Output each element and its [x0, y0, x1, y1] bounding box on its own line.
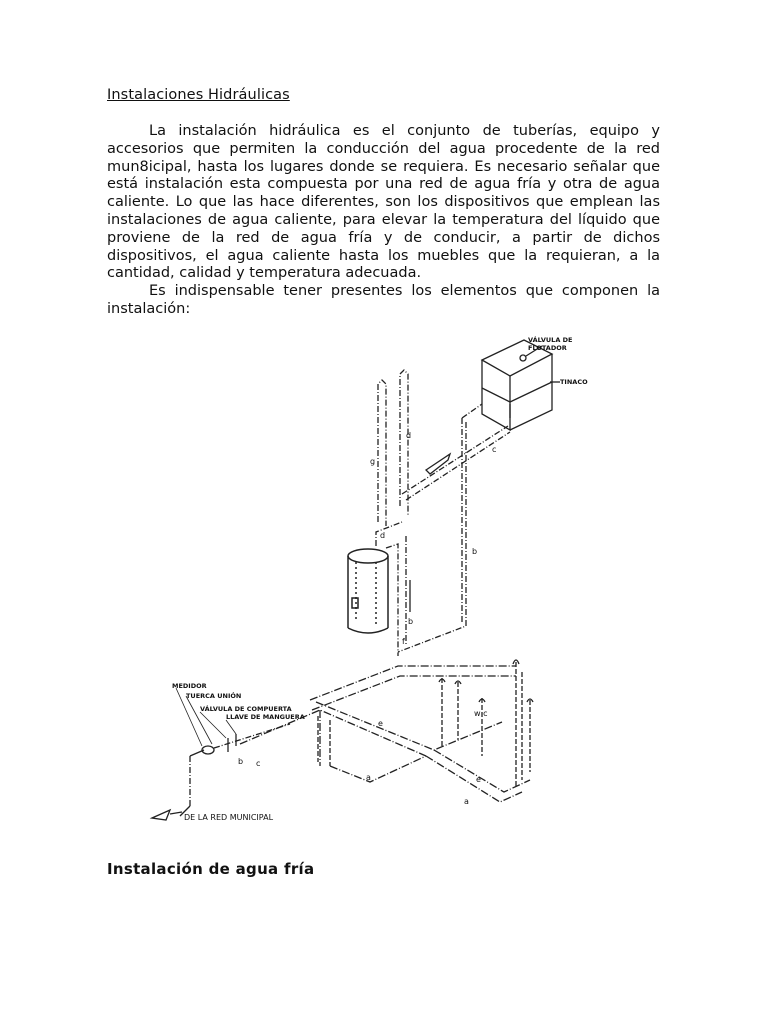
label-pipe-b1: b	[472, 547, 478, 556]
label-pipe-a2: a	[464, 797, 469, 806]
document-title: Instalaciones Hidráulicas	[107, 87, 290, 103]
label-valvula-flotador-2: FLOTADOR	[528, 344, 567, 352]
label-pipe-d2: d	[380, 531, 386, 540]
label-pipe-wc: w c	[474, 709, 488, 718]
label-valvula-compuerta: VÁLVULA DE COMPUERTA	[200, 705, 292, 713]
label-pipe-c1: c	[492, 445, 497, 454]
label-pipe-b3: b	[238, 757, 244, 766]
tinaco-tank	[482, 340, 560, 430]
pipe-b-riser	[398, 404, 482, 652]
section-heading: Instalación de agua fría	[107, 860, 315, 878]
paragraph-elements: Es indispensable tener presentes los elementos que componen la instalación:	[107, 283, 660, 317]
label-pipe-c2: c	[256, 759, 261, 768]
label-pipe-e2: e	[476, 775, 481, 784]
vent-pipes	[378, 370, 408, 526]
label-pipe-f: f	[402, 637, 405, 646]
label-pipe-b2: b	[408, 617, 414, 626]
municipal-inlet	[152, 724, 290, 820]
label-pipe-g: g	[370, 457, 376, 466]
label-pipe-e1: e	[378, 719, 383, 728]
label-tuerca-union: TUERCA UNIÓN	[186, 692, 242, 700]
hydraulic-installation-diagram	[130, 326, 650, 846]
label-red-municipal: DE LA RED MUNICIPAL	[184, 813, 274, 822]
water-heater	[348, 549, 388, 633]
main-distribution	[240, 666, 530, 802]
paragraph-intro: La instalación hidráulica es el conjunto de tuberías, equipo y accesorios que permiten la conducción del agua procedente de la red mun8icipal, hasta los lugares donde se requiera. Es necesario señalar que está instalación esta compuesta por una red de agua fría y otra de agua caliente. Lo que las hace diferentes, son los dispositivos que emplean las instalaciones de agua caliente, para elevar la temperatura del líquido que proviene de la red de agua fría y de conducir, a partir de dichos dispositivos, el agua caliente hasta los muebles que la requieran, a la cantidad, calidad y temperatura adecuada.	[107, 123, 660, 282]
label-pipe-d1: d	[406, 431, 412, 440]
label-llave-manguera: LLAVE DE MANGUERA	[226, 713, 305, 721]
heater-pipes	[376, 522, 410, 656]
label-valvula-flotador-1: VÁLVULA DE	[528, 336, 573, 344]
pipe-c-upper	[402, 426, 510, 500]
label-tinaco: TINACO	[560, 378, 588, 386]
label-pipe-a1: a	[366, 773, 371, 782]
label-medidor: MEDIDOR	[172, 682, 207, 690]
